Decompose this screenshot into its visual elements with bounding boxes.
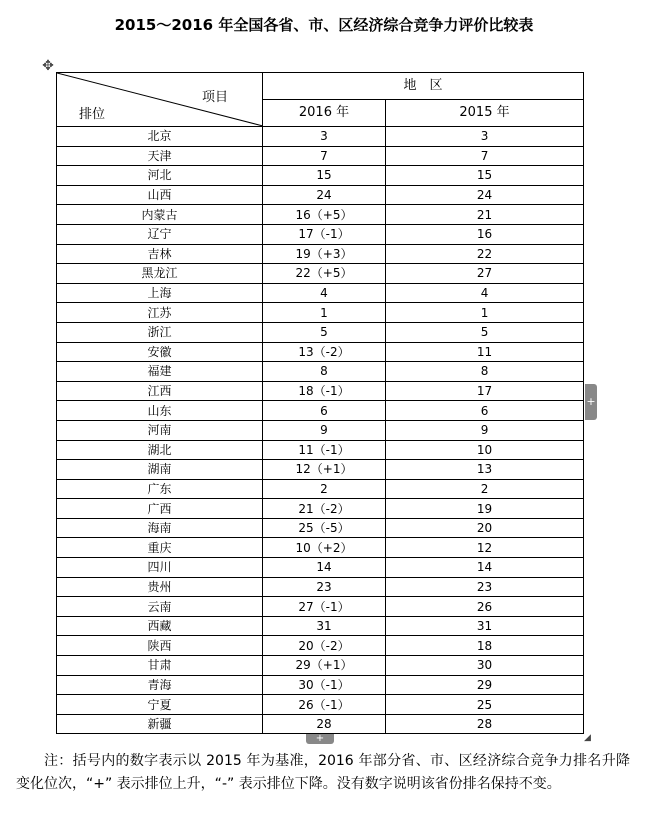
region-name-cell: 内蒙古 — [57, 205, 263, 225]
rank-2016-cell: 2 — [263, 479, 386, 499]
region-name-cell: 山东 — [57, 401, 263, 421]
rank-2015-cell: 20 — [386, 518, 584, 538]
region-name-cell: 西藏 — [57, 616, 263, 636]
rank-2015-cell: 22 — [386, 244, 584, 264]
rank-2016-cell: 15 — [263, 166, 386, 186]
region-name-cell: 吉林 — [57, 244, 263, 264]
rank-2016-cell: 5 — [263, 322, 386, 342]
table-move-handle[interactable] — [40, 58, 56, 74]
region-name-cell: 安徽 — [57, 342, 263, 362]
rank-2016-cell: 1 — [263, 303, 386, 323]
rank-2016-cell: 26（-1） — [263, 695, 386, 715]
plus-icon: + — [586, 395, 596, 408]
rank-2016-cell: 6 — [263, 401, 386, 421]
add-column-handle[interactable] — [585, 384, 597, 420]
table-row — [57, 362, 584, 382]
rank-2015-cell: 12 — [386, 538, 584, 558]
region-name-cell: 青海 — [57, 675, 263, 695]
table-row — [57, 381, 584, 401]
rank-2016-cell: 24 — [263, 185, 386, 205]
rank-2016-cell: 8 — [263, 362, 386, 382]
region-name-cell: 海南 — [57, 518, 263, 538]
table-row — [57, 401, 584, 421]
rank-2015-cell: 13 — [386, 460, 584, 480]
header-2015: 2015 年 — [386, 100, 584, 127]
region-name-cell: 四川 — [57, 558, 263, 578]
region-name-cell: 江苏 — [57, 303, 263, 323]
table-row — [57, 499, 584, 519]
rank-2015-cell: 5 — [386, 322, 584, 342]
region-name-cell: 云南 — [57, 597, 263, 617]
table-row — [57, 460, 584, 480]
table-row — [57, 303, 584, 323]
table-row — [57, 675, 584, 695]
table-resize-handle[interactable] — [584, 733, 594, 743]
table-row — [57, 695, 584, 715]
region-name-cell: 新疆 — [57, 714, 263, 734]
table-row — [57, 420, 584, 440]
ranking-table — [56, 72, 584, 734]
table-row — [57, 205, 584, 225]
rank-2016-cell: 4 — [263, 283, 386, 303]
header-rank-label: 排位 — [79, 107, 106, 122]
region-name-cell: 宁夏 — [57, 695, 263, 715]
resize-corner-icon: ◢ — [584, 733, 591, 743]
add-row-handle[interactable] — [306, 734, 334, 744]
region-name-cell: 湖南 — [57, 460, 263, 480]
rank-2016-cell: 18（-1） — [263, 381, 386, 401]
rank-2016-cell: 9 — [263, 420, 386, 440]
table-row — [57, 479, 584, 499]
rank-2015-cell: 15 — [386, 166, 584, 186]
rank-2015-cell: 11 — [386, 342, 584, 362]
region-name-cell: 河北 — [57, 166, 263, 186]
rank-2015-cell: 27 — [386, 264, 584, 284]
move-arrows-icon: ✥ — [42, 58, 54, 74]
table-row — [57, 538, 584, 558]
rank-2015-cell: 28 — [386, 714, 584, 734]
region-name-cell: 天津 — [57, 146, 263, 166]
rank-2015-cell: 3 — [386, 127, 584, 147]
rank-2016-cell: 3 — [263, 127, 386, 147]
rank-2016-cell: 23 — [263, 577, 386, 597]
rank-2015-cell: 17 — [386, 381, 584, 401]
rank-2015-cell: 24 — [386, 185, 584, 205]
rank-2016-cell: 22（+5） — [263, 264, 386, 284]
rank-2016-cell: 21（-2） — [263, 499, 386, 519]
header-region: 地 区 — [263, 73, 584, 100]
rank-2016-cell: 25（-5） — [263, 518, 386, 538]
rank-2016-cell: 17（-1） — [263, 224, 386, 244]
rank-2016-cell: 12（+1） — [263, 460, 386, 480]
rank-2016-cell: 28 — [263, 714, 386, 734]
table-row — [57, 146, 584, 166]
rank-2015-cell: 19 — [386, 499, 584, 519]
region-name-cell: 浙江 — [57, 322, 263, 342]
rank-2015-cell: 8 — [386, 362, 584, 382]
table-row — [57, 264, 584, 284]
table-row — [57, 127, 584, 147]
rank-2015-cell: 29 — [386, 675, 584, 695]
region-name-cell: 重庆 — [57, 538, 263, 558]
rank-2015-cell: 4 — [386, 283, 584, 303]
region-name-cell: 黑龙江 — [57, 264, 263, 284]
rank-2016-cell: 13（-2） — [263, 342, 386, 362]
rank-2015-cell: 14 — [386, 558, 584, 578]
table-row — [57, 656, 584, 676]
region-name-cell: 河南 — [57, 420, 263, 440]
rank-2016-cell: 7 — [263, 146, 386, 166]
table-row — [57, 558, 584, 578]
rank-2016-cell: 30（-1） — [263, 675, 386, 695]
table-row — [57, 577, 584, 597]
rank-2015-cell: 21 — [386, 205, 584, 225]
rank-2015-cell: 18 — [386, 636, 584, 656]
region-name-cell: 甘肃 — [57, 656, 263, 676]
region-name-cell: 贵州 — [57, 577, 263, 597]
rank-2015-cell: 30 — [386, 656, 584, 676]
table-row — [57, 166, 584, 186]
rank-2015-cell: 16 — [386, 224, 584, 244]
rank-2015-cell: 31 — [386, 616, 584, 636]
rank-2016-cell: 27（-1） — [263, 597, 386, 617]
diagonal-header-cell — [57, 73, 263, 127]
region-name-cell: 湖北 — [57, 440, 263, 460]
region-name-cell: 福建 — [57, 362, 263, 382]
table-row — [57, 322, 584, 342]
rank-2015-cell: 23 — [386, 577, 584, 597]
rank-2015-cell: 7 — [386, 146, 584, 166]
rank-2015-cell: 1 — [386, 303, 584, 323]
table-row — [57, 636, 584, 656]
footnote: 注：括号内的数字表示以 2015 年为基准，2016 年部分省、市、区经济综合竞争力排名升降变化位次，“+” 表示排位上升，“-” 表示排位下降。没有数字说明该省份排名保持不变。 — [16, 753, 630, 792]
table-row — [57, 714, 584, 734]
rank-2016-cell: 31 — [263, 616, 386, 636]
table-row — [57, 224, 584, 244]
rank-2016-cell: 29（+1） — [263, 656, 386, 676]
rank-2015-cell: 9 — [386, 420, 584, 440]
rank-2015-cell: 26 — [386, 597, 584, 617]
rank-2016-cell: 10（+2） — [263, 538, 386, 558]
table-row — [57, 244, 584, 264]
table-row — [57, 185, 584, 205]
table-row — [57, 283, 584, 303]
table-body — [57, 127, 584, 734]
table-row — [57, 518, 584, 538]
rank-2016-cell: 16（+5） — [263, 205, 386, 225]
rank-2016-cell: 19（+3） — [263, 244, 386, 264]
plus-icon: + — [315, 733, 325, 744]
region-name-cell: 江西 — [57, 381, 263, 401]
rank-2015-cell: 10 — [386, 440, 584, 460]
region-name-cell: 广东 — [57, 479, 263, 499]
region-name-cell: 辽宁 — [57, 224, 263, 244]
rank-2016-cell: 20（-2） — [263, 636, 386, 656]
region-name-cell: 广西 — [57, 499, 263, 519]
page-title: 2015～2016 年全国各省、市、区经济综合竞争力评价比较表 — [114, 16, 534, 34]
rank-2015-cell: 25 — [386, 695, 584, 715]
region-name-cell: 陕西 — [57, 636, 263, 656]
header-2016: 2016 年 — [263, 100, 386, 127]
rank-2016-cell: 11（-1） — [263, 440, 386, 460]
region-name-cell: 上海 — [57, 283, 263, 303]
region-name-cell: 山西 — [57, 185, 263, 205]
table-row — [57, 616, 584, 636]
rank-2016-cell: 14 — [263, 558, 386, 578]
table-row — [57, 342, 584, 362]
table-row — [57, 440, 584, 460]
header-item-label: 项目 — [201, 90, 228, 105]
table-row — [57, 597, 584, 617]
rank-2015-cell: 6 — [386, 401, 584, 421]
region-name-cell: 北京 — [57, 127, 263, 147]
rank-2015-cell: 2 — [386, 479, 584, 499]
